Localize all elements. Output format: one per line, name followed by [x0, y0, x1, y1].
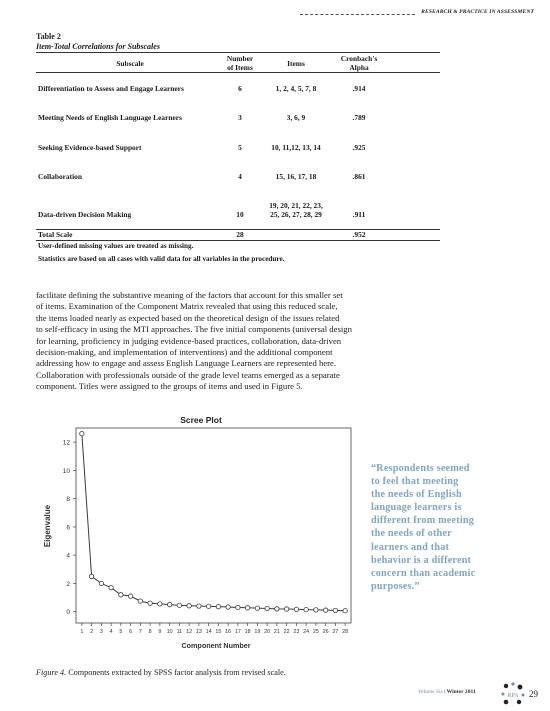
- pull-quote: [371, 462, 521, 593]
- body-line: addressing how to engage and assess English Language Learners are represented here.: [36, 358, 337, 369]
- pull-quote-line: concern than academic: [371, 567, 476, 579]
- x-tick-label: 22: [283, 629, 290, 635]
- pull-quote-line: language learners is: [371, 502, 462, 514]
- x-tick-label: 11: [176, 629, 183, 635]
- row-1-subscale: Differentiation to Assess and Engage Learners: [38, 84, 184, 93]
- y-tick-label: 4: [66, 552, 70, 560]
- row-5-items-line2: 25, 26, 27, 28, 29: [270, 210, 322, 219]
- pull-quote-line: the needs of English: [371, 489, 462, 501]
- data-point: [167, 602, 171, 606]
- data-point: [323, 608, 327, 612]
- data-point: [275, 607, 279, 611]
- plot-frame: [76, 428, 351, 623]
- row-3-alpha: .925: [352, 143, 366, 152]
- table-caption: Item-Total Correlations for Subscales: [36, 42, 160, 51]
- row-4-subscale: Collaboration: [38, 172, 82, 181]
- y-axis-label: Eigenvalue: [43, 504, 52, 548]
- x-tick-label: 26: [322, 629, 329, 635]
- total-alpha: .952: [352, 230, 366, 239]
- header-number-l2: of Items: [227, 63, 253, 72]
- y-tick-label: 10: [62, 467, 70, 475]
- x-tick-label: 2: [90, 629, 94, 635]
- data-point: [99, 581, 103, 585]
- footer-volume: Volume Six: [418, 689, 443, 695]
- footer-issue: [418, 689, 476, 695]
- data-point: [119, 593, 123, 597]
- body-line: the items loaded nearly as expected based on the theoretical design of the issues related: [36, 312, 340, 323]
- body-line: component. Titles were assigned to the groups of items and used in Figure 5.: [36, 381, 303, 392]
- x-tick-label: 27: [332, 629, 339, 635]
- data-point: [148, 601, 152, 605]
- pull-quote-line: “Respondents seemed: [371, 463, 470, 474]
- data-point: [216, 604, 220, 608]
- x-tick-label: 10: [166, 629, 173, 635]
- data-point: [109, 585, 113, 589]
- x-tick-label: 15: [215, 629, 222, 635]
- x-tick-label: 9: [158, 629, 162, 635]
- x-tick-label: 6: [129, 629, 133, 635]
- data-point: [80, 431, 84, 435]
- footer-date: Winter 2011: [446, 689, 476, 695]
- pull-quote-line: the needs of other: [371, 528, 452, 540]
- row-1-items: 1, 2, 4, 5, 7, 8: [275, 84, 317, 93]
- body-line: for learning, proficiency in judging evidence-based practices, collaboration, data-driven: [36, 335, 342, 346]
- x-tick-label: 16: [225, 629, 232, 635]
- data-point: [226, 605, 230, 609]
- table-title: Table 2: [36, 32, 61, 41]
- data-point: [245, 606, 249, 610]
- y-tick-label: 8: [66, 496, 70, 504]
- data-point: [89, 574, 93, 578]
- scree-plot: [36, 412, 366, 662]
- body-line: facilitate defining the substantive meaning of the factors that account for this smaller set: [36, 290, 343, 300]
- y-tick-label: 2: [66, 580, 70, 588]
- y-tick-label: 12: [62, 439, 70, 447]
- figure-text: Components extracted by SPSS factor analysis from revised scale.: [68, 668, 286, 677]
- data-point: [206, 604, 210, 608]
- body-paragraph: [36, 290, 462, 393]
- header-alpha-l2: Alpha: [349, 63, 369, 72]
- data-point: [265, 606, 269, 610]
- x-tick-label: 5: [119, 629, 123, 635]
- row-3-subscale: Seeking Evidence-based Support: [38, 143, 142, 152]
- row-4-alpha: .861: [352, 172, 366, 181]
- x-axis-label: Component Number: [181, 641, 251, 650]
- x-tick-label: 19: [254, 629, 261, 635]
- pull-quote-line: purposes.”: [371, 580, 420, 592]
- x-tick-label: 24: [303, 629, 310, 635]
- figure-label: Figure 4.: [36, 668, 67, 677]
- x-tick-label: 20: [264, 629, 271, 635]
- page-number: 29: [529, 689, 538, 699]
- pull-quote-line: to feel that meeting: [371, 476, 459, 488]
- table-bottom-rule: [36, 240, 440, 241]
- row-4-number: 4: [238, 172, 242, 181]
- x-tick-label: 12: [186, 629, 193, 635]
- row-2-alpha: .789: [352, 113, 366, 122]
- pull-quote-line: learners and that: [371, 541, 450, 553]
- row-4-items: 15, 16, 17, 18: [275, 172, 317, 181]
- x-tick-label: 17: [234, 629, 241, 635]
- x-tick-label: 28: [342, 629, 349, 635]
- chart-title: Scree Plot: [180, 415, 222, 425]
- table-top-rule: [36, 52, 440, 53]
- y-tick-label: 0: [66, 609, 70, 617]
- table-header-rule: [36, 72, 440, 73]
- row-5-items-line1: 19, 20, 21, 22, 23,: [269, 201, 323, 210]
- data-point: [294, 607, 298, 611]
- table-note-1: User-defined missing values are treated as missing.: [38, 242, 194, 250]
- x-tick-label: 1: [80, 629, 84, 635]
- pull-quote-line: behavior is a different: [371, 554, 472, 566]
- rpa-logo-text: RPA: [507, 693, 519, 699]
- data-point: [158, 602, 162, 606]
- series-line: [82, 434, 345, 611]
- x-tick-label: 23: [293, 629, 300, 635]
- data-point: [314, 608, 318, 612]
- total-number: 28: [236, 230, 244, 239]
- row-1-alpha: .914: [352, 84, 366, 93]
- data-point: [343, 609, 347, 613]
- x-tick-label: 4: [109, 629, 113, 635]
- row-2-subscale: Meeting Needs of English Language Learners: [38, 113, 182, 122]
- body-line: to self-efficacy in using the MTI approaches. The five initial components (universal design: [36, 324, 352, 335]
- data-point: [304, 607, 308, 611]
- body-line: decision-making, and implementation of interventions) and the additional component: [36, 347, 333, 358]
- total-subscale: Total Scale: [38, 230, 73, 239]
- x-tick-label: 13: [195, 629, 202, 635]
- data-point: [333, 608, 337, 612]
- x-tick-label: 7: [138, 629, 142, 635]
- row-3-items: 10, 11,12, 13, 14: [271, 143, 321, 152]
- row-3-number: 5: [238, 143, 242, 152]
- figure-caption: [36, 668, 286, 677]
- row-2-items: 3, 6, 9: [286, 113, 306, 122]
- table-note-2: Statistics are based on all cases with valid data for all variables in the procedure.: [38, 255, 285, 263]
- x-tick-label: 14: [205, 629, 212, 635]
- data-point: [255, 606, 259, 610]
- data-point: [128, 594, 132, 598]
- row-5-number: 10: [236, 210, 244, 219]
- data-point: [138, 599, 142, 603]
- data-point: [197, 604, 201, 608]
- header-items: Items: [287, 59, 305, 68]
- x-tick-label: 25: [312, 629, 319, 635]
- header-rule: [300, 14, 415, 15]
- row-5-alpha: .911: [352, 210, 366, 219]
- row-1-number: 6: [238, 84, 242, 93]
- x-tick-label: 3: [99, 629, 103, 635]
- data-point: [187, 604, 191, 608]
- y-tick-label: 6: [66, 524, 70, 532]
- x-tick-label: 8: [148, 629, 152, 635]
- header-subscale: Subscale: [116, 59, 144, 68]
- x-tick-label: 18: [244, 629, 251, 635]
- header-number-l1: Number: [226, 54, 254, 63]
- data-point: [284, 607, 288, 611]
- data-point: [236, 605, 240, 609]
- rpa-logo-icon: [500, 681, 526, 707]
- body-line: of items. Examination of the Component Matrix revealed that using this reduced scale,: [36, 301, 338, 312]
- footer-separator: |: [442, 689, 447, 695]
- data-point: [177, 603, 181, 607]
- pull-quote-line: different from meeting: [371, 515, 475, 527]
- row-2-number: 3: [238, 113, 242, 122]
- x-tick-label: 21: [273, 629, 280, 635]
- row-5-subscale: Data-driven Decision Making: [38, 210, 132, 219]
- running-head: RESEARCH & PRACTICE IN ASSESSMENT: [421, 9, 534, 15]
- body-line: Collaboration with professionals outside of the grade level teams emerged as a separate: [36, 369, 340, 380]
- header-alpha-l1: Cronbach's: [340, 54, 378, 63]
